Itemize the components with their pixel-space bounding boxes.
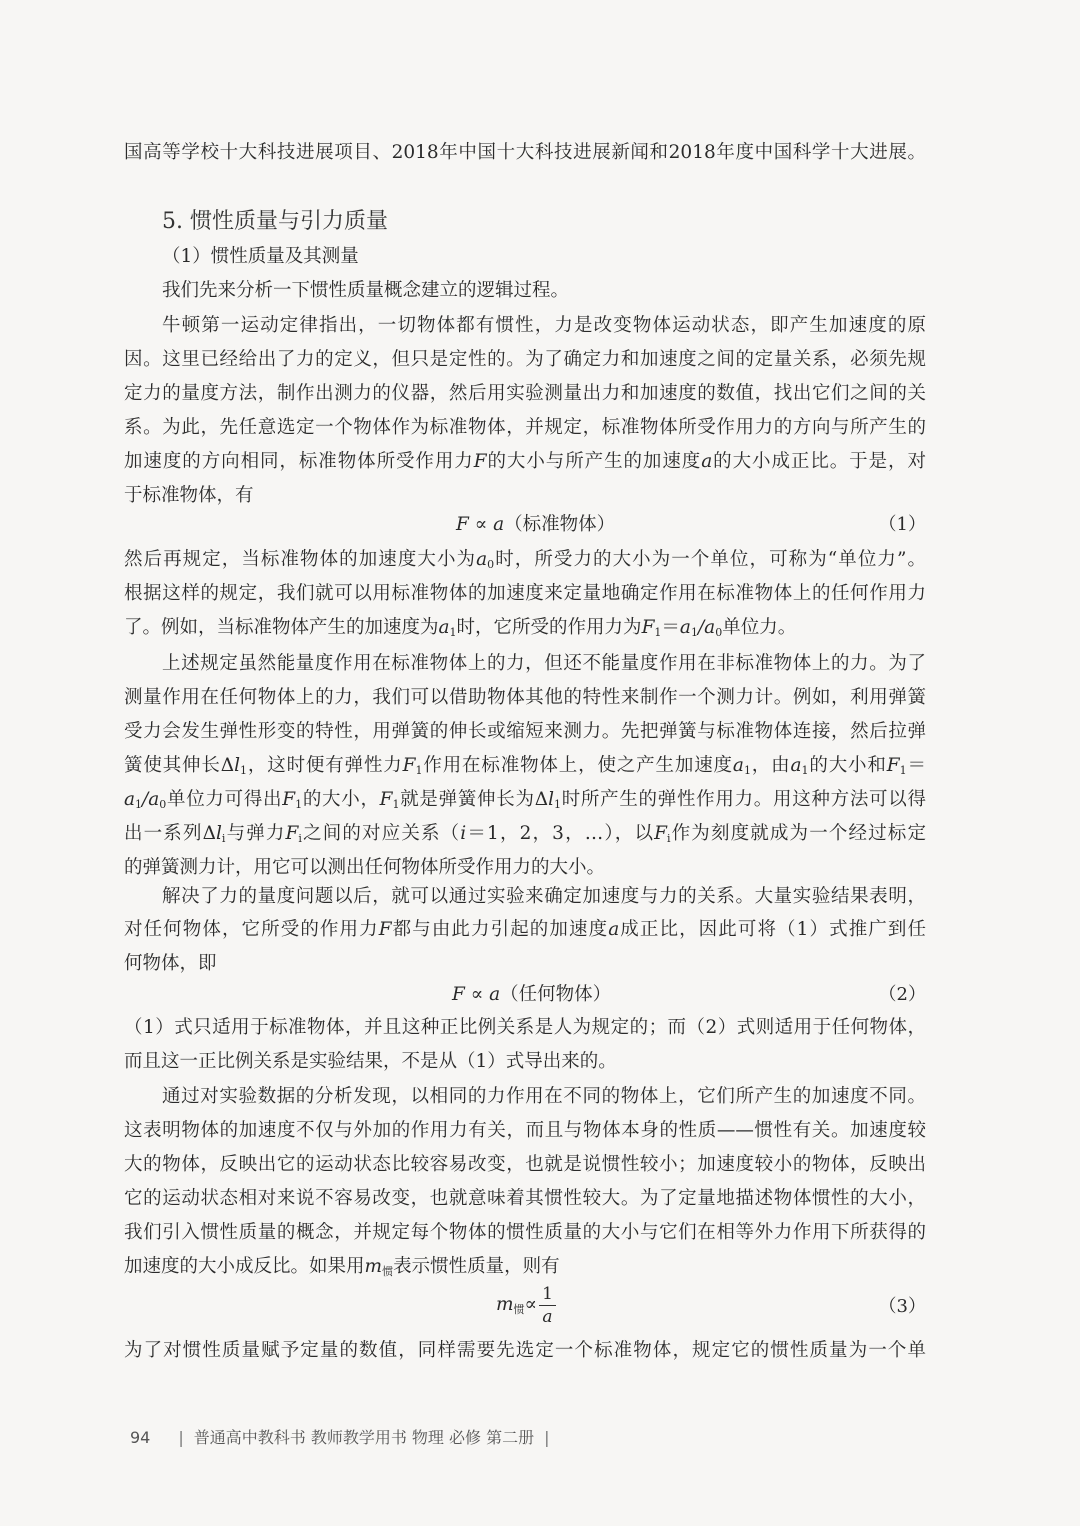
equation-2: F ∝ a（任何物体） xyxy=(452,984,612,1005)
equation-3: $m_惯\propto$ $\frac{1}{a}$ xyxy=(496,1280,558,1335)
paragraph-line: 大的物体，反映出它的运动状态比较容易改变，也就是说惯性较小；加速度较小的物体，反映出 xyxy=(124,1154,926,1175)
paragraph-line: 了。例如，当标准物体产生的加速度为$a_1$时，它所受的作用力为$F_1=a_1/a_0$单位力。 xyxy=(124,617,797,639)
paragraph-line: 上述规定虽然能量度作用在标准物体上的力，但还不能量度作用在非标准物体上的力。为了 xyxy=(162,653,926,674)
paragraph-line: 解决了力的量度问题以后，就可以通过实验来确定加速度与力的关系。大量实验结果表明， xyxy=(162,886,926,907)
paragraph-line: 出一系列$\Delta l_i$与弹力$F_i$之间的对应关系（i＝1，2，3，…），以$F_i$作为刻度就成为一个经过标定 xyxy=(124,823,926,845)
section-heading: 5. 惯性质量与引力质量 xyxy=(162,209,388,234)
page-number: 94 xyxy=(130,1428,151,1447)
paragraph-line: 系。为此，先任意选定一个物体作为标准物体，并规定，标准物体所受作用力的方向与所产生的 xyxy=(124,417,926,438)
paragraph-line: 定力的量度方法，制作出测力的仪器，然后用实验测量出力和加速度的数值，找出它们之间的关 xyxy=(124,383,926,404)
equation-number-2: （2） xyxy=(878,984,926,1005)
footer-divider: | xyxy=(178,1428,184,1447)
paragraph-line: 加速度的大小成反比。如果用$m_惯$表示惯性质量，则有 xyxy=(124,1256,560,1278)
paragraph-line: 我们引入惯性质量的概念，并规定每个物体的惯性质量的大小与它们在相等外力作用下所获得的 xyxy=(124,1222,926,1243)
paragraph-line: 测量作用在任何物体上的力，我们可以借助物体其他的特性来制作一个测力计。例如，利用弹簧 xyxy=(124,687,926,708)
paragraph-line: （1）式只适用于标准物体，并且这种正比例关系是人为规定的；而（2）式则适用于任何物体， xyxy=(124,1017,926,1038)
fraction: $\frac{1}{a}$ xyxy=(539,1283,556,1328)
page-footer xyxy=(130,1426,560,1450)
subsection-heading: （1）惯性质量及其测量 xyxy=(162,246,359,267)
paragraph-line: 通过对实验数据的分析发现，以相同的力作用在不同的物体上，它们所产生的加速度不同。 xyxy=(162,1086,926,1107)
book-title: 普通高中教科书 教师教学用书 物理 必修 第二册 xyxy=(193,1428,535,1447)
paragraph-line: 簧使其伸长$\Delta l_1$，这时便有弹性力$F_1$作用在标准物体上，使之产生加速度$a_1$，由$a_1$的大小和$F_1=$ xyxy=(124,755,926,777)
paragraph-line: 因。这里已经给出了力的定义，但只是定性的。为了确定力和加速度之间的定量关系，必须先规 xyxy=(124,349,926,370)
equation-1: F ∝ a（标准物体） xyxy=(456,514,616,535)
paragraph-line: 对任何物体，它所受的作用力F都与由此力引起的加速度a成正比，因此可将（1）式推广到任 xyxy=(124,919,926,940)
text-line: 国高等学校十大科技进展项目、2018年中国十大科技进展新闻和2018年度中国科学十大进展。 xyxy=(124,142,926,163)
paragraph-line: 这表明物体的加速度不仅与外加的作用力有关，而且与物体本身的性质——惯性有关。加速度较 xyxy=(124,1120,926,1141)
paragraph-line: 牛顿第一运动定律指出，一切物体都有惯性，力是改变物体运动状态，即产生加速度的原 xyxy=(162,315,926,336)
paragraph-line: $a_1/a_0$单位力可得出$F_1$的大小，$F_1$就是弹簧伸长为$\Delta l_1$时所产生的弹性作用力。用这种方法可以得 xyxy=(124,789,926,811)
equation-number-3: （3） xyxy=(878,1296,926,1317)
paragraph-line: 而且这一正比例关系是实验结果，不是从（1）式导出来的。 xyxy=(124,1051,617,1072)
paragraph-line: 的弹簧测力计，用它可以测出任何物体所受作用力的大小。 xyxy=(124,857,606,878)
paragraph-line: 受力会发生弹性形变的特性，用弹簧的伸长或缩短来测力。先把弹簧与标准物体连接，然后拉弹 xyxy=(124,721,926,742)
paragraph-line: 我们先来分析一下惯性质量概念建立的逻辑过程。 xyxy=(162,280,570,301)
paragraph-line: 它的运动状态相对来说不容易改变，也就意味着其惯性较大。为了定量地描述物体惯性的大小， xyxy=(124,1188,926,1209)
paragraph-line: 何物体，即 xyxy=(124,953,217,974)
paragraph-line: 为了对惯性质量赋予定量的数值，同样需要先选定一个标准物体，规定它的惯性质量为一个单 xyxy=(124,1340,926,1361)
paragraph-line: 然后再规定，当标准物体的加速度大小为$a_0$时，所受力的大小为一个单位，可称为“单位力”。 xyxy=(124,549,926,571)
paragraph-line: 于标准物体，有 xyxy=(124,485,254,506)
paragraph-line: 加速度的方向相同，标准物体所受作用力F的大小与所产生的加速度a的大小成正比。于是，对 xyxy=(124,451,926,472)
equation-number-1: （1） xyxy=(878,514,926,535)
footer-divider: | xyxy=(544,1428,550,1447)
paragraph-line: 根据这样的规定，我们就可以用标准物体的加速度来定量地确定作用在标准物体上的任何作用力 xyxy=(124,583,926,604)
